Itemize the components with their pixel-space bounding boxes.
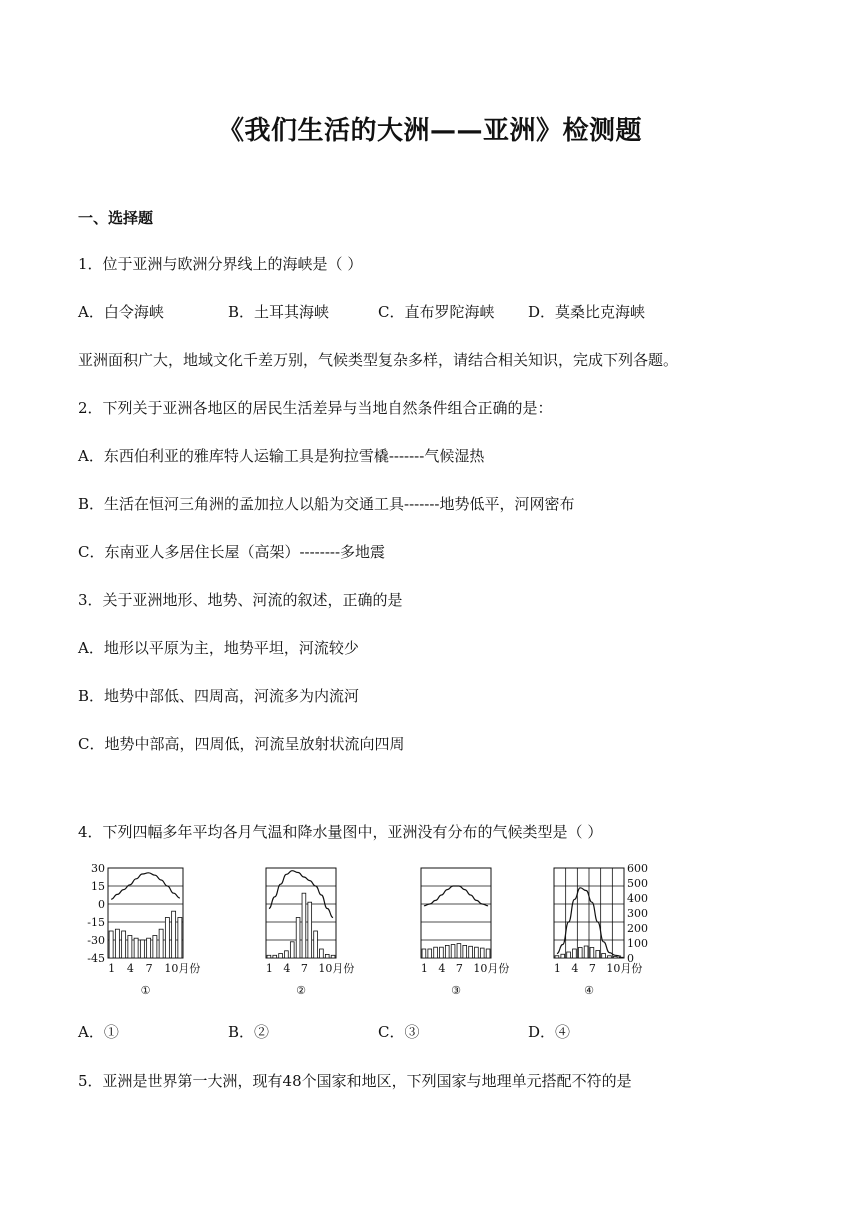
q1-option-c: C．直布罗陀海峡 bbox=[378, 303, 495, 321]
precipitation-bar bbox=[613, 957, 617, 959]
precipitation-bar bbox=[109, 931, 113, 958]
precipitation-bar bbox=[273, 955, 277, 958]
precipitation-bar bbox=[320, 949, 324, 958]
q2-option-c: C．东南亚人多居住长屋（高架）--------多地震 bbox=[78, 543, 386, 561]
q1-option-b: B．土耳其海峡 bbox=[228, 303, 330, 321]
chart-number-label: ② bbox=[296, 984, 306, 997]
x-tick-label: 4 bbox=[126, 962, 134, 975]
x-tick-label: 4 bbox=[571, 962, 579, 975]
q4-option-d: D．④ bbox=[528, 1023, 571, 1041]
precipitation-bar bbox=[578, 948, 582, 959]
chart-number-label: ④ bbox=[584, 984, 594, 997]
q1-stem: 1．位于亚洲与欧洲分界线上的海峡是（ ） bbox=[78, 255, 363, 273]
precipitation-bar bbox=[573, 949, 577, 958]
precipitation-bar bbox=[555, 956, 559, 958]
x-tick-label: 10月份 bbox=[473, 962, 510, 975]
x-tick-label: 7 bbox=[455, 962, 463, 975]
precipitation-bar bbox=[128, 936, 132, 959]
climate-chart-3 bbox=[393, 858, 543, 1002]
temperature-line bbox=[424, 886, 488, 906]
precipitation-bar bbox=[159, 929, 163, 958]
precipitation-bar bbox=[463, 945, 467, 958]
x-tick-label: 10月份 bbox=[318, 962, 355, 975]
precipitation-bar bbox=[486, 949, 490, 958]
x-tick-label: 7 bbox=[300, 962, 308, 975]
precipitation-bar bbox=[434, 947, 438, 958]
precipitation-bar bbox=[475, 947, 479, 958]
y2-tick-label: 400 bbox=[627, 892, 648, 905]
chart-frame bbox=[421, 868, 491, 958]
chart-number-label: ③ bbox=[451, 984, 461, 997]
climate-charts bbox=[78, 858, 778, 1008]
climate-chart-4-svg bbox=[546, 858, 726, 998]
climate-chart-3-svg bbox=[393, 858, 543, 998]
q3-stem: 3．关于亚洲地形、地势、河流的叙述，正确的是 bbox=[78, 591, 403, 609]
precipitation-bar bbox=[584, 946, 588, 958]
section-heading: 一、选择题 bbox=[78, 209, 154, 227]
precipitation-bar bbox=[602, 954, 606, 959]
y2-tick-label: 500 bbox=[627, 877, 648, 890]
precipitation-bar bbox=[480, 948, 484, 958]
q1-option-a: A．白令海峡 bbox=[78, 303, 164, 321]
precipitation-bar bbox=[457, 944, 461, 958]
y2-tick-label: 300 bbox=[627, 907, 648, 920]
q4-option-b: B．② bbox=[228, 1023, 270, 1041]
climate-chart-2-svg bbox=[238, 858, 388, 998]
x-tick-label: 7 bbox=[145, 962, 153, 975]
y-tick-label: -15 bbox=[87, 916, 105, 929]
precipitation-bar bbox=[314, 931, 318, 958]
q4-options bbox=[78, 1021, 570, 1042]
precipitation-bar bbox=[561, 954, 565, 958]
precipitation-bar bbox=[325, 954, 329, 958]
x-tick-label: 1 bbox=[265, 962, 273, 975]
x-tick-label: 1 bbox=[553, 962, 561, 975]
precipitation-bar bbox=[290, 942, 294, 958]
q4-option-c: C．③ bbox=[378, 1023, 420, 1041]
precipitation-bar bbox=[608, 956, 612, 958]
climate-chart-4 bbox=[546, 858, 726, 1002]
precipitation-bar bbox=[590, 948, 594, 959]
precipitation-bar bbox=[440, 947, 444, 958]
chart-frame bbox=[266, 868, 336, 958]
y2-tick-label: 200 bbox=[627, 922, 648, 935]
precipitation-bar bbox=[428, 949, 432, 958]
precipitation-bar bbox=[279, 954, 283, 959]
precipitation-bar bbox=[172, 911, 176, 958]
precipitation-bar bbox=[147, 938, 151, 958]
precipitation-bar bbox=[567, 952, 571, 958]
y-tick-label: 15 bbox=[91, 880, 105, 893]
precipitation-bar bbox=[134, 938, 138, 958]
q4-stem: 4．下列四幅多年平均各月气温和降水量图中，亚洲没有分布的气候类型是（ ） bbox=[78, 823, 603, 841]
precipitation-bar bbox=[469, 946, 473, 958]
x-tick-label: 10月份 bbox=[606, 962, 643, 975]
y-tick-label: 30 bbox=[91, 862, 105, 875]
intro-paragraph: 亚洲面积广大，地域文化千差万别，气候类型复杂多样，请结合相关知识，完成下列各题。 bbox=[78, 351, 679, 369]
precipitation-bar bbox=[302, 893, 306, 958]
precipitation-bar bbox=[165, 918, 169, 959]
climate-chart-2 bbox=[238, 858, 388, 1002]
precipitation-bar bbox=[308, 902, 312, 958]
x-tick-label: 7 bbox=[588, 962, 596, 975]
precipitation-bar bbox=[331, 955, 335, 958]
y2-tick-label: 100 bbox=[627, 937, 648, 950]
q1-options bbox=[78, 301, 645, 322]
precipitation-bar bbox=[285, 951, 289, 958]
q3-option-a: A．地形以平原为主，地势平坦，河流较少 bbox=[78, 639, 359, 657]
precipitation-bar bbox=[451, 945, 455, 959]
precipitation-bar bbox=[178, 918, 182, 959]
precipitation-bar bbox=[267, 955, 271, 958]
y2-tick-label: 0 bbox=[627, 952, 634, 965]
precipitation-bar bbox=[445, 945, 449, 958]
x-tick-label: 1 bbox=[420, 962, 428, 975]
x-tick-label: 4 bbox=[283, 962, 291, 975]
precipitation-bar bbox=[122, 931, 126, 958]
q3-option-b: B．地势中部低、四周高，河流多为内流河 bbox=[78, 687, 360, 705]
q2-option-b: B．生活在恒河三角洲的孟加拉人以船为交通工具-------地势低平，河网密布 bbox=[78, 495, 575, 513]
q2-option-a: A．东西伯利亚的雅库特人运输工具是狗拉雪橇-------气候湿热 bbox=[78, 447, 485, 465]
y2-tick-label: 600 bbox=[627, 862, 648, 875]
q4-option-a: A．① bbox=[78, 1023, 119, 1041]
q2-stem: 2．下列关于亚洲各地区的居民生活差异与当地自然条件组合正确的是： bbox=[78, 399, 553, 417]
precipitation-bar bbox=[422, 949, 426, 958]
precipitation-bar bbox=[296, 918, 300, 959]
y-tick-label: -30 bbox=[87, 934, 105, 947]
x-tick-label: 4 bbox=[438, 962, 446, 975]
q5-stem: 5．亚洲是世界第一大洲，现有48个国家和地区，下列国家与地理单元搭配不符的是 bbox=[78, 1072, 632, 1090]
x-tick-label: 10月份 bbox=[164, 962, 201, 975]
q3-option-c: C．地势中部高，四周低，河流呈放射状流向四周 bbox=[78, 735, 405, 753]
temperature-line bbox=[269, 871, 333, 918]
precipitation-bar bbox=[140, 940, 144, 958]
precipitation-bar bbox=[596, 951, 600, 959]
y-tick-label: -45 bbox=[87, 952, 105, 965]
x-tick-label: 1 bbox=[108, 962, 116, 975]
precipitation-bar bbox=[153, 936, 157, 959]
precipitation-bar bbox=[619, 957, 623, 958]
page-title: 《我们生活的大洲——亚洲》检测题 bbox=[217, 116, 642, 146]
chart-number-label: ① bbox=[140, 984, 151, 997]
q1-option-d: D．莫桑比克海峡 bbox=[528, 303, 646, 321]
precipitation-bar bbox=[115, 929, 119, 958]
y-tick-label: 0 bbox=[98, 898, 105, 911]
